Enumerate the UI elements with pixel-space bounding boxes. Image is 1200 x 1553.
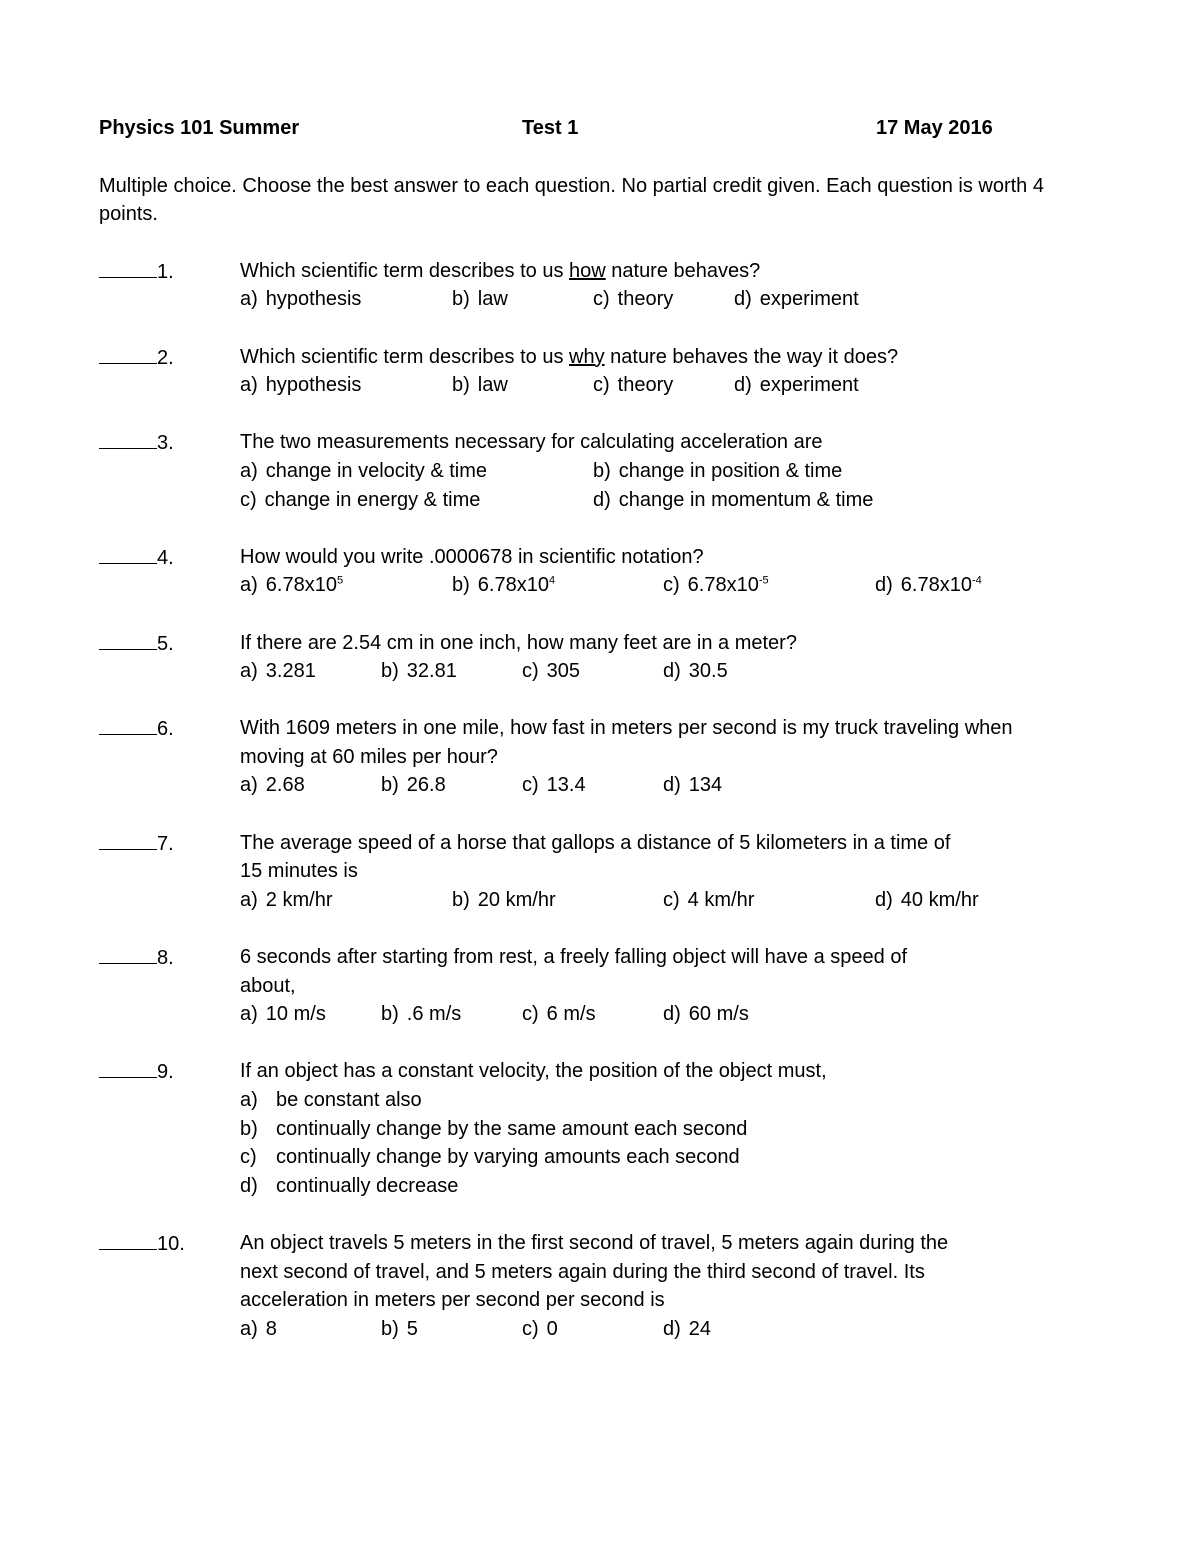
option-list <box>240 1086 1089 1200</box>
answer-blank[interactable] <box>99 1057 174 1087</box>
question-6 <box>99 714 1089 800</box>
answer-blank[interactable] <box>99 829 174 859</box>
option-d: d) change in momentum & time <box>593 488 874 511</box>
option-a: a) be constant also <box>240 1089 422 1111</box>
option-c: c) 305 <box>522 660 581 683</box>
course-title: Physics 101 Summer <box>99 117 300 139</box>
question-emphasis: why <box>569 345 605 368</box>
option-c: c) 13.4 <box>522 774 586 797</box>
option-d: d) 30.5 <box>663 660 728 683</box>
option-a: a) 8 <box>240 1317 277 1340</box>
option-d: d) experiment <box>734 374 859 397</box>
option-a: a) 10 m/s <box>240 1003 326 1026</box>
question-text: If there are 2.54 cm in one inch, how many feet are in a meter? <box>240 631 797 654</box>
option-c: c) theory <box>593 374 674 397</box>
option-b: b) 20 km/hr <box>452 888 556 911</box>
question-number: 2. <box>157 346 174 369</box>
question-text: nature behaves? <box>605 259 761 282</box>
question-number: 10. <box>157 1232 185 1255</box>
question-number: 6. <box>157 718 174 741</box>
option-d: d) 40 km/hr <box>875 888 979 911</box>
answer-blank[interactable] <box>99 257 174 287</box>
test-date: 17 May 2016 <box>876 117 993 139</box>
question-number: 1. <box>157 260 174 283</box>
question-text: How would you write .0000678 in scientific notation? <box>240 545 704 568</box>
option-b: b) 5 <box>381 1317 418 1340</box>
option-c: c) continually change by varying amounts each second <box>240 1146 740 1169</box>
question-text-line: 15 minutes is <box>240 860 358 883</box>
question-9 <box>99 1057 1089 1200</box>
question-text: nature behaves the way it does? <box>604 345 899 368</box>
question-10 <box>99 1229 1089 1343</box>
question-number: 5. <box>157 632 174 655</box>
question-8 <box>99 943 1089 1029</box>
option-c: c) theory <box>593 288 674 311</box>
option-a: a) hypothesis <box>240 374 362 397</box>
test-title: Test 1 <box>522 117 579 139</box>
option-c: c) change in energy & time <box>240 488 481 511</box>
question-number: 4. <box>157 546 174 569</box>
option-d: d) 24 <box>663 1317 712 1340</box>
question-emphasis: how <box>569 259 606 282</box>
question-4 <box>99 543 1089 600</box>
answer-blank[interactable] <box>99 543 174 573</box>
question-number: 9. <box>157 1061 174 1084</box>
option-b: b) .6 m/s <box>381 1003 462 1026</box>
question-number: 3. <box>157 432 174 455</box>
answer-blank[interactable] <box>99 428 174 458</box>
question-1 <box>99 257 1089 314</box>
answer-blank[interactable] <box>99 714 174 744</box>
option-d: d) 60 m/s <box>663 1003 749 1026</box>
option-b: b) change in position & time <box>593 459 843 482</box>
question-text-line: With 1609 meters in one mile, how fast in meters per second is my truck traveling when <box>240 717 1013 740</box>
question-text-line: next second of travel, and 5 meters again during the third second of travel. Its <box>240 1260 925 1283</box>
option-b: b) law <box>452 374 508 397</box>
question-text-line: about, <box>240 974 296 997</box>
question-text-line: moving at 60 miles per hour? <box>240 745 498 768</box>
question-number: 7. <box>157 832 174 855</box>
option-c: c) 6 m/s <box>522 1003 596 1026</box>
option-b: b) 26.8 <box>381 774 446 797</box>
question-text: Which scientific term describes to us <box>240 259 569 282</box>
option-b: b) 32.81 <box>381 660 457 683</box>
option-a: a) 2 km/hr <box>240 888 333 911</box>
test-page <box>99 114 1089 1372</box>
option-a: a) 3.281 <box>240 660 316 683</box>
question-text: Which scientific term describes to us <box>240 345 569 368</box>
question-7 <box>99 829 1089 915</box>
question-text-line: The average speed of a horse that gallops a distance of 5 kilometers in a time of <box>240 831 951 854</box>
option-d: d) continually decrease <box>240 1174 459 1197</box>
option-d: d) $6.78x10^{-4}$ <box>875 574 982 597</box>
option-a: a) change in velocity & time <box>240 459 488 482</box>
question-text-line: An object travels 5 meters in the first second of travel, 5 meters again during the <box>240 1231 949 1254</box>
option-b: b) law <box>452 288 508 311</box>
option-b: b) $6.78x10^4$ <box>452 574 556 597</box>
answer-blank[interactable] <box>99 629 174 659</box>
question-text-line: acceleration in meters per second per second is <box>240 1289 665 1312</box>
question-number: 8. <box>157 947 174 970</box>
page-header <box>99 114 1089 143</box>
option-b: b) continually change by the same amount each second <box>240 1117 748 1140</box>
question-3 <box>99 428 1089 514</box>
question-5 <box>99 629 1089 686</box>
option-d: d) 134 <box>663 774 723 797</box>
instructions: Multiple choice. Choose the best answer to each question. No partial credit given. Each question is worth 4 points. <box>99 174 1044 226</box>
option-c: c) 4 km/hr <box>663 888 755 911</box>
option-c: c) $6.78x10^{-5}$ <box>663 574 769 597</box>
question-text: If an object has a constant velocity, the position of the object must, <box>240 1060 827 1083</box>
answer-blank[interactable] <box>99 1229 185 1259</box>
option-a: a) 2.68 <box>240 774 305 797</box>
answer-blank[interactable] <box>99 943 174 973</box>
option-c: c) 0 <box>522 1317 558 1340</box>
question-text: The two measurements necessary for calculating acceleration are <box>240 431 823 454</box>
answer-blank[interactable] <box>99 343 174 373</box>
question-2 <box>99 343 1089 400</box>
option-d: d) experiment <box>734 288 859 311</box>
option-a: a) hypothesis <box>240 288 362 311</box>
question-text-line: 6 seconds after starting from rest, a freely falling object will have a speed of <box>240 946 908 969</box>
option-a: a) $6.78x10^5$ <box>240 574 344 597</box>
